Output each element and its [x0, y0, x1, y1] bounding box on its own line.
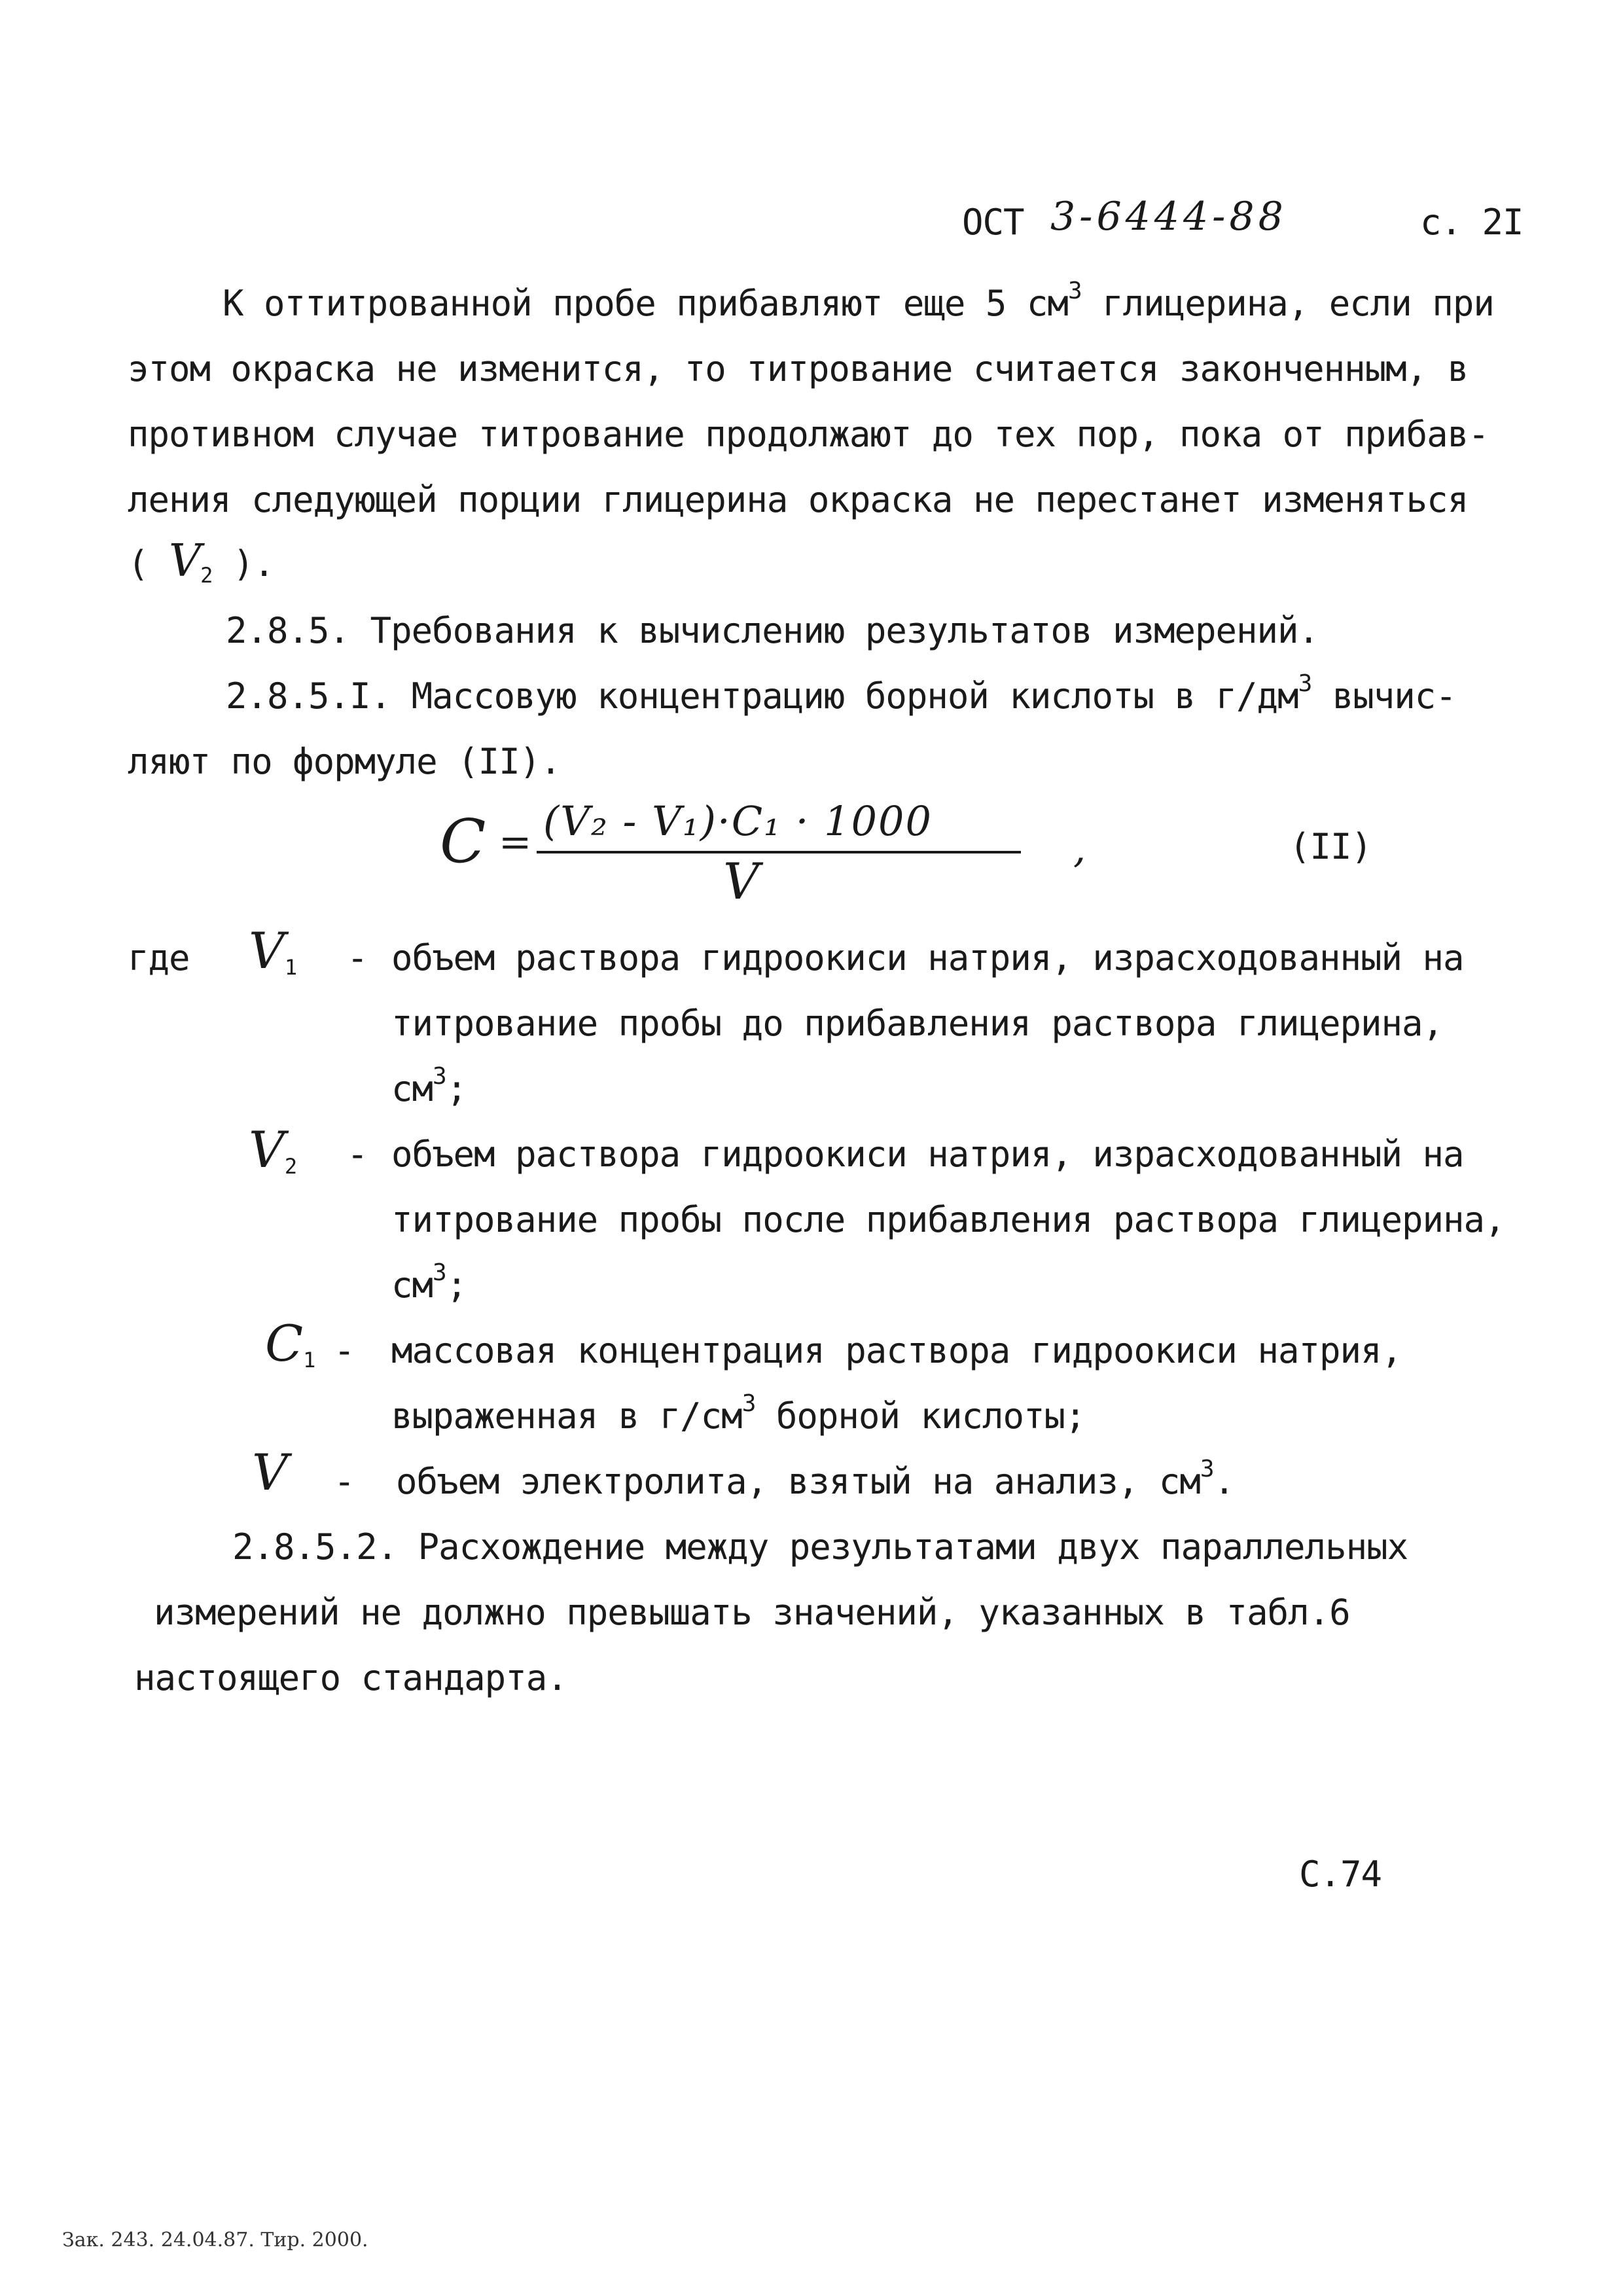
footer-page-number: С.74 [1299, 1854, 1382, 1895]
dash-v2: - [347, 1134, 368, 1175]
v1-def-line3: $см^3$; [391, 1063, 467, 1109]
formula-number: (II) [1289, 826, 1372, 867]
symbol-v1: $V_1$ [249, 922, 298, 980]
print-imprint: Зак. 243. 24.04.87. Тир. 2000. [62, 2229, 368, 2251]
formula-equals: = [499, 819, 532, 865]
c1-def-line2: выраженная в $г/см^3$ борной кислоты; [391, 1390, 1086, 1437]
symbol-v2: $V_2$ [249, 1121, 298, 1179]
section-2-8-5-1-line2: ляют по формуле (II). [128, 741, 561, 782]
v1-def-line1: объем раствора гидроокиси натрия, израсходованный на [391, 937, 1464, 978]
c1-def-line1: массовая концентрация раствора гидроокиси натрия, [391, 1330, 1402, 1371]
formula-numerator: (V₂ - V₁)·C₁ · 1000 [543, 797, 933, 845]
formula-lhs: C [440, 806, 486, 876]
ost-prefix: ОСТ [962, 202, 1024, 243]
formula-denominator: V [723, 852, 759, 910]
v2-def-line2: титрование пробы после прибавления раствора глицерина, [391, 1199, 1505, 1240]
v2-def-line3: $см^3$; [391, 1259, 467, 1306]
symbol-c1: $C_1$ [265, 1314, 316, 1372]
v2-def-line1: объем раствора гидроокиси натрия, израсходованный на [391, 1134, 1464, 1175]
section-2-8-5-1-line1: 2.8.5.I. Массовую концентрацию борной кислоты в $г/дм^3$ вычис- [226, 670, 1456, 717]
dash-v: - [334, 1461, 355, 1502]
para1-line2: этом окраска не изменится, то титрование считается законченным, в [128, 348, 1469, 389]
dash-c1: - [334, 1330, 355, 1371]
para1-line5: ( $V_2$ ). [128, 535, 274, 588]
dash-v1: - [347, 937, 368, 978]
section-2-8-5-2-line2: измерений не должно превышать значений, указанных в табл.6 [154, 1592, 1350, 1633]
formula-comma: , [1073, 826, 1086, 872]
para1-line4: ления следующей порции глицерина окраска не перестанет изменяться [128, 479, 1469, 520]
para1-line1: К оттитрованной пробе прибавляют еще 5 $см^3$ глицерина, если при [223, 278, 1494, 324]
ost-number: 3-6444-88 [1050, 194, 1287, 240]
where-label: где [128, 937, 190, 978]
v-def-line1: объем электролита, взятый на анализ, $см^3$. [396, 1456, 1235, 1502]
page-number: с. 2I [1420, 202, 1524, 243]
symbol-v: V [252, 1443, 288, 1501]
fraction-bar [537, 851, 1021, 853]
v1-def-line2: титрование пробы до прибавления раствора глицерина, [391, 1003, 1444, 1044]
section-2-8-5: 2.8.5. Требования к вычислению результатов измерений. [226, 610, 1319, 651]
section-2-8-5-2-line1: 2.8.5.2. Расхождение между результатами двух параллельных [232, 1526, 1408, 1568]
para1-line3: противном случае титрование продолжают до тех пор, пока от прибав- [128, 414, 1489, 455]
section-2-8-5-2-line3: настоящего стандарта. [134, 1657, 567, 1698]
